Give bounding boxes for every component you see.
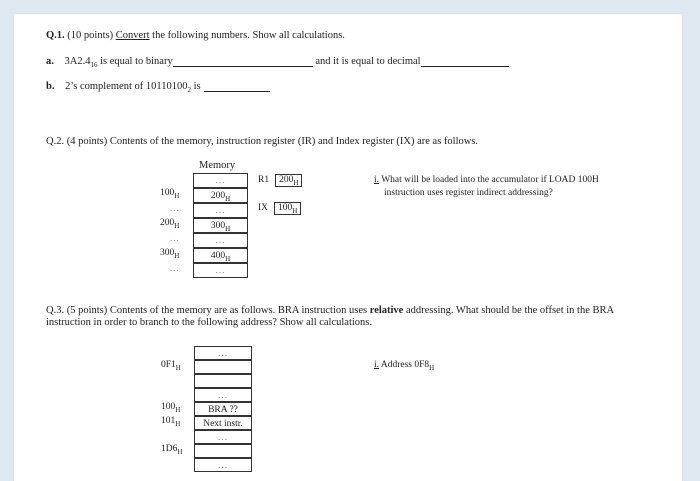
memory-label: Memory — [199, 160, 236, 171]
memory-cell-101: Next instr. — [194, 416, 252, 430]
address-dots: ... — [170, 263, 180, 273]
r1-value-box: $200_H$ — [275, 174, 302, 187]
ix-register: IX $100_H$ — [258, 202, 301, 215]
document-page — [14, 14, 682, 481]
decimal-answer-blank[interactable] — [421, 57, 509, 67]
twos-complement-answer-blank[interactable] — [204, 82, 270, 92]
address-100: $100_H$ — [161, 402, 181, 414]
memory-cell-300: $400_H$ — [193, 248, 248, 263]
q3-heading: Q.3. (5 points) Contents of the memory are as follows. BRA instruction uses relative addressing. What should be the offset in the BRA instruction in order to branch to the following address? Show all calculations. — [46, 305, 615, 328]
memory-cell-dots: ... — [193, 233, 248, 248]
q2-heading: Q.2. (4 points) Contents of the memory, instruction register (IR) and Index register (IX) are as follows. — [46, 136, 479, 147]
address-200: $200_H$ — [160, 218, 180, 230]
memory-cell-1d6 — [194, 444, 252, 458]
address-dots: ... — [170, 233, 180, 243]
q1-part-a: a. $3A2.4_{16}$ is equal to binary and it is equal to decimal — [46, 56, 509, 67]
address-dots: ... — [170, 203, 180, 213]
memory-cell-0f1 — [194, 360, 252, 374]
memory-cell-100: $200_H$ — [193, 188, 248, 203]
memory-cell-100: BRA ?? — [194, 402, 252, 416]
binary-answer-blank[interactable] — [173, 57, 313, 67]
q1-heading: Q.1. (10 points) Convert the following numbers. Show all calculations. — [46, 30, 345, 41]
memory-cell-dots: ... — [194, 458, 252, 472]
r1-register: R1 $200_H$ — [258, 174, 302, 187]
address-1d6: $1D6_H$ — [161, 444, 183, 456]
memory-cell-dots: ... — [193, 173, 248, 188]
memory-cell-dots: ... — [193, 263, 248, 278]
memory-cell-200: $300_H$ — [193, 218, 248, 233]
q2-question-i: i. What will be loaded into the accumulator if LOAD 100H instruction uses register indirect addressing? — [374, 175, 599, 198]
q3-question-i: i. Address $0F8_H$ — [374, 360, 435, 372]
address-300: $300_H$ — [160, 248, 180, 260]
ix-value-box: $100_H$ — [274, 202, 301, 215]
memory-cell-dots: ... — [194, 430, 252, 444]
address-100: $100_H$ — [160, 188, 180, 200]
address-0f1: $0F1_H$ — [161, 360, 181, 372]
memory-cell-dots: ... — [194, 346, 252, 360]
memory-cell-dots: ... — [193, 203, 248, 218]
memory-cell — [194, 374, 252, 388]
q1-part-b: b. 2’s complement of $10110100_2$ is — [46, 81, 270, 92]
address-101: $101_H$ — [161, 416, 181, 428]
memory-cell-dots: ... — [194, 388, 252, 402]
